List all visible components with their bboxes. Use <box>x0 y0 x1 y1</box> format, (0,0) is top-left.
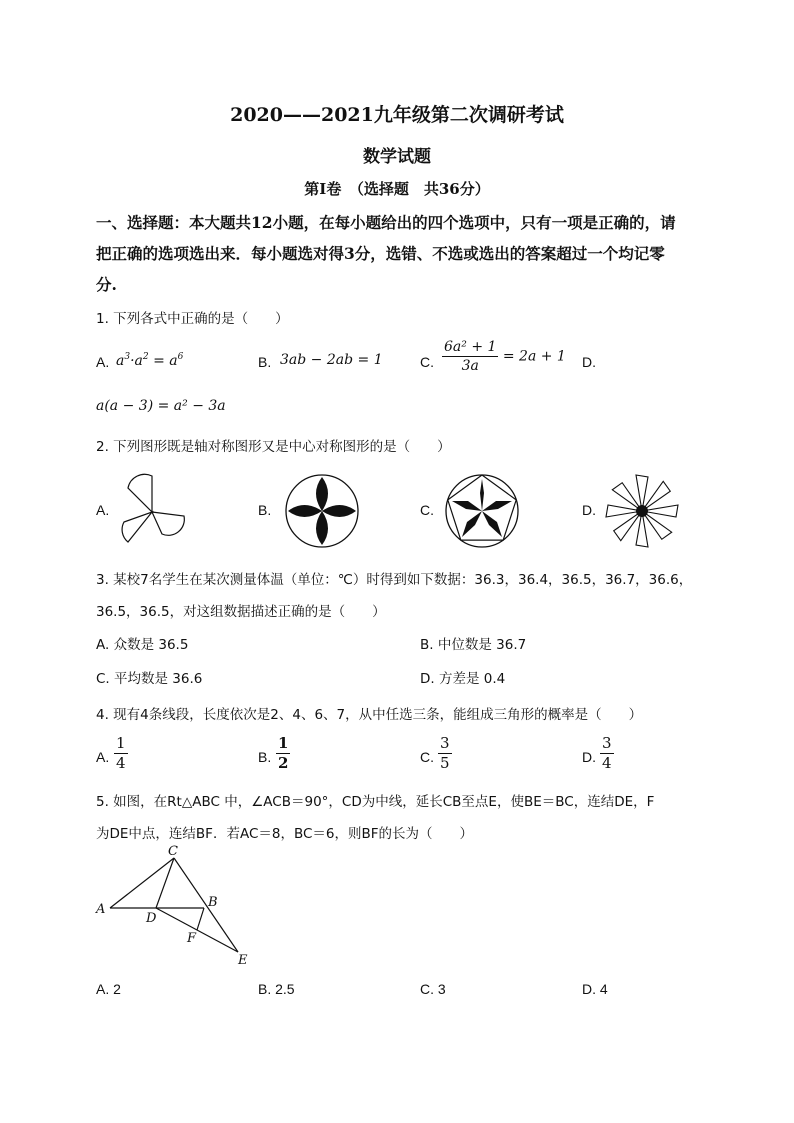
q4-option-d-fraction <box>600 736 614 771</box>
section-instructions-line1: 一、选择题：本大题共12小题，在每小题给出的四个选项中，只有一项是正确的，请 <box>96 213 676 232</box>
q3-option-a: A. 众数是 36.5 <box>96 637 189 653</box>
question-3-line2: 36.5，36.5，对这组数据描述正确的是（ ） <box>96 604 386 620</box>
label-b: B <box>208 895 218 910</box>
q2-figure-b-four-petal-circle <box>284 473 360 549</box>
q1-option-a-expr: $a^3\cdot a^2 = a^6$ <box>116 352 184 369</box>
exam-subtitle: 数学试题 <box>363 147 431 167</box>
label-c: C <box>168 844 178 859</box>
q3-option-c: C. 平均数是 36.6 <box>96 671 203 687</box>
q4-a-numerator: 1 <box>116 734 126 752</box>
q1-c-numerator: 6a² + 1 <box>444 339 497 355</box>
exam-title: 2020——2021九年级第二次调研考试 <box>230 104 564 126</box>
q4-d-denominator: 4 <box>602 754 612 772</box>
q5-option-b: B. 2.5 <box>258 981 295 997</box>
q2-figure-c-pentagon-star <box>444 473 520 549</box>
question-5-line1: 5. 如图，在Rt△ABC 中，∠ACB＝90°，CD为中线，延长CB至点E，使BE＝BC，连结DE，F <box>96 794 655 810</box>
q4-b-numerator: 1 <box>278 734 289 752</box>
q5-option-c: C. 3 <box>420 981 446 997</box>
label-a: A <box>96 902 106 917</box>
q2-option-c-label: C. <box>420 502 434 518</box>
q4-option-d-label: D. <box>582 749 596 765</box>
q3-option-d: D. 方差是 0.4 <box>420 671 506 687</box>
q1-option-c-label: C. <box>420 354 434 370</box>
question-2-stem: 2. 下列图形既是轴对称图形又是中心对称图形的是（ ） <box>96 439 451 455</box>
q4-c-numerator: 3 <box>440 734 450 752</box>
q1-option-c-expr <box>442 340 566 373</box>
q5-geometry-figure <box>92 842 262 966</box>
q4-d-numerator: 3 <box>602 734 612 752</box>
q4-option-a-fraction <box>114 736 128 771</box>
q1-option-d-label: D. <box>582 354 596 370</box>
segment-bf <box>197 908 204 930</box>
q2-figure-d-pinwheel <box>604 472 680 550</box>
q1-option-b-label: B. <box>258 354 272 370</box>
q4-b-denominator: 2 <box>278 754 289 772</box>
q4-option-b-fraction <box>276 736 290 771</box>
label-f: F <box>187 931 197 946</box>
q4-c-denominator: 5 <box>440 754 450 772</box>
q4-option-c-label: C. <box>420 749 434 765</box>
segment-ce <box>174 858 238 952</box>
question-5-line2: 为DE中点，连结BF．若AC＝8，BC＝6，则BF的长为（ ） <box>96 826 474 842</box>
part-heading: 第Ⅰ卷 （选择题 共36分） <box>304 180 490 198</box>
section-instructions-line3: 分. <box>96 275 117 294</box>
q1-option-a-label: A. <box>96 354 110 370</box>
q1-c-denominator: 3a <box>461 358 479 374</box>
q4-option-b-label: B. <box>258 749 272 765</box>
label-d: D <box>146 911 157 926</box>
q1-option-d-expr: a(a − 3) = a² − 3a <box>96 398 226 414</box>
q4-option-a-label: A. <box>96 749 110 765</box>
q2-option-d-label: D. <box>582 502 596 518</box>
q5-option-d: D. 4 <box>582 981 608 997</box>
q5-option-a: A. 2 <box>96 981 121 997</box>
q2-option-a-label: A. <box>96 502 110 518</box>
q2-figure-a-three-blade-fan <box>118 470 190 550</box>
q1-option-b-expr: 3ab − 2ab = 1 <box>280 352 383 368</box>
q2-option-b-label: B. <box>258 502 272 518</box>
question-4-stem: 4. 现有4条线段，长度依次是2、4、6、7，从中任选三条，能组成三角形的概率是（ ） <box>96 707 643 723</box>
q3-option-b: B. 中位数是 36.7 <box>420 637 527 653</box>
label-e: E <box>238 953 248 966</box>
q1-c-rhs: = 2a + 1 <box>502 348 566 365</box>
q4-option-c-fraction <box>438 736 452 771</box>
question-1-stem: 1. 下列各式中正确的是（ ） <box>96 311 289 327</box>
question-3-line1: 3. 某校7名学生在某次测量体温（单位：℃）时得到如下数据：36.3，36.4，36.5，36.7，36.6， <box>96 572 693 588</box>
q4-a-denominator: 4 <box>116 754 126 772</box>
section-instructions-line2: 把正确的选项选出来．每小题选对得3分，选错、不选或选出的答案超过一个均记零 <box>96 244 665 263</box>
